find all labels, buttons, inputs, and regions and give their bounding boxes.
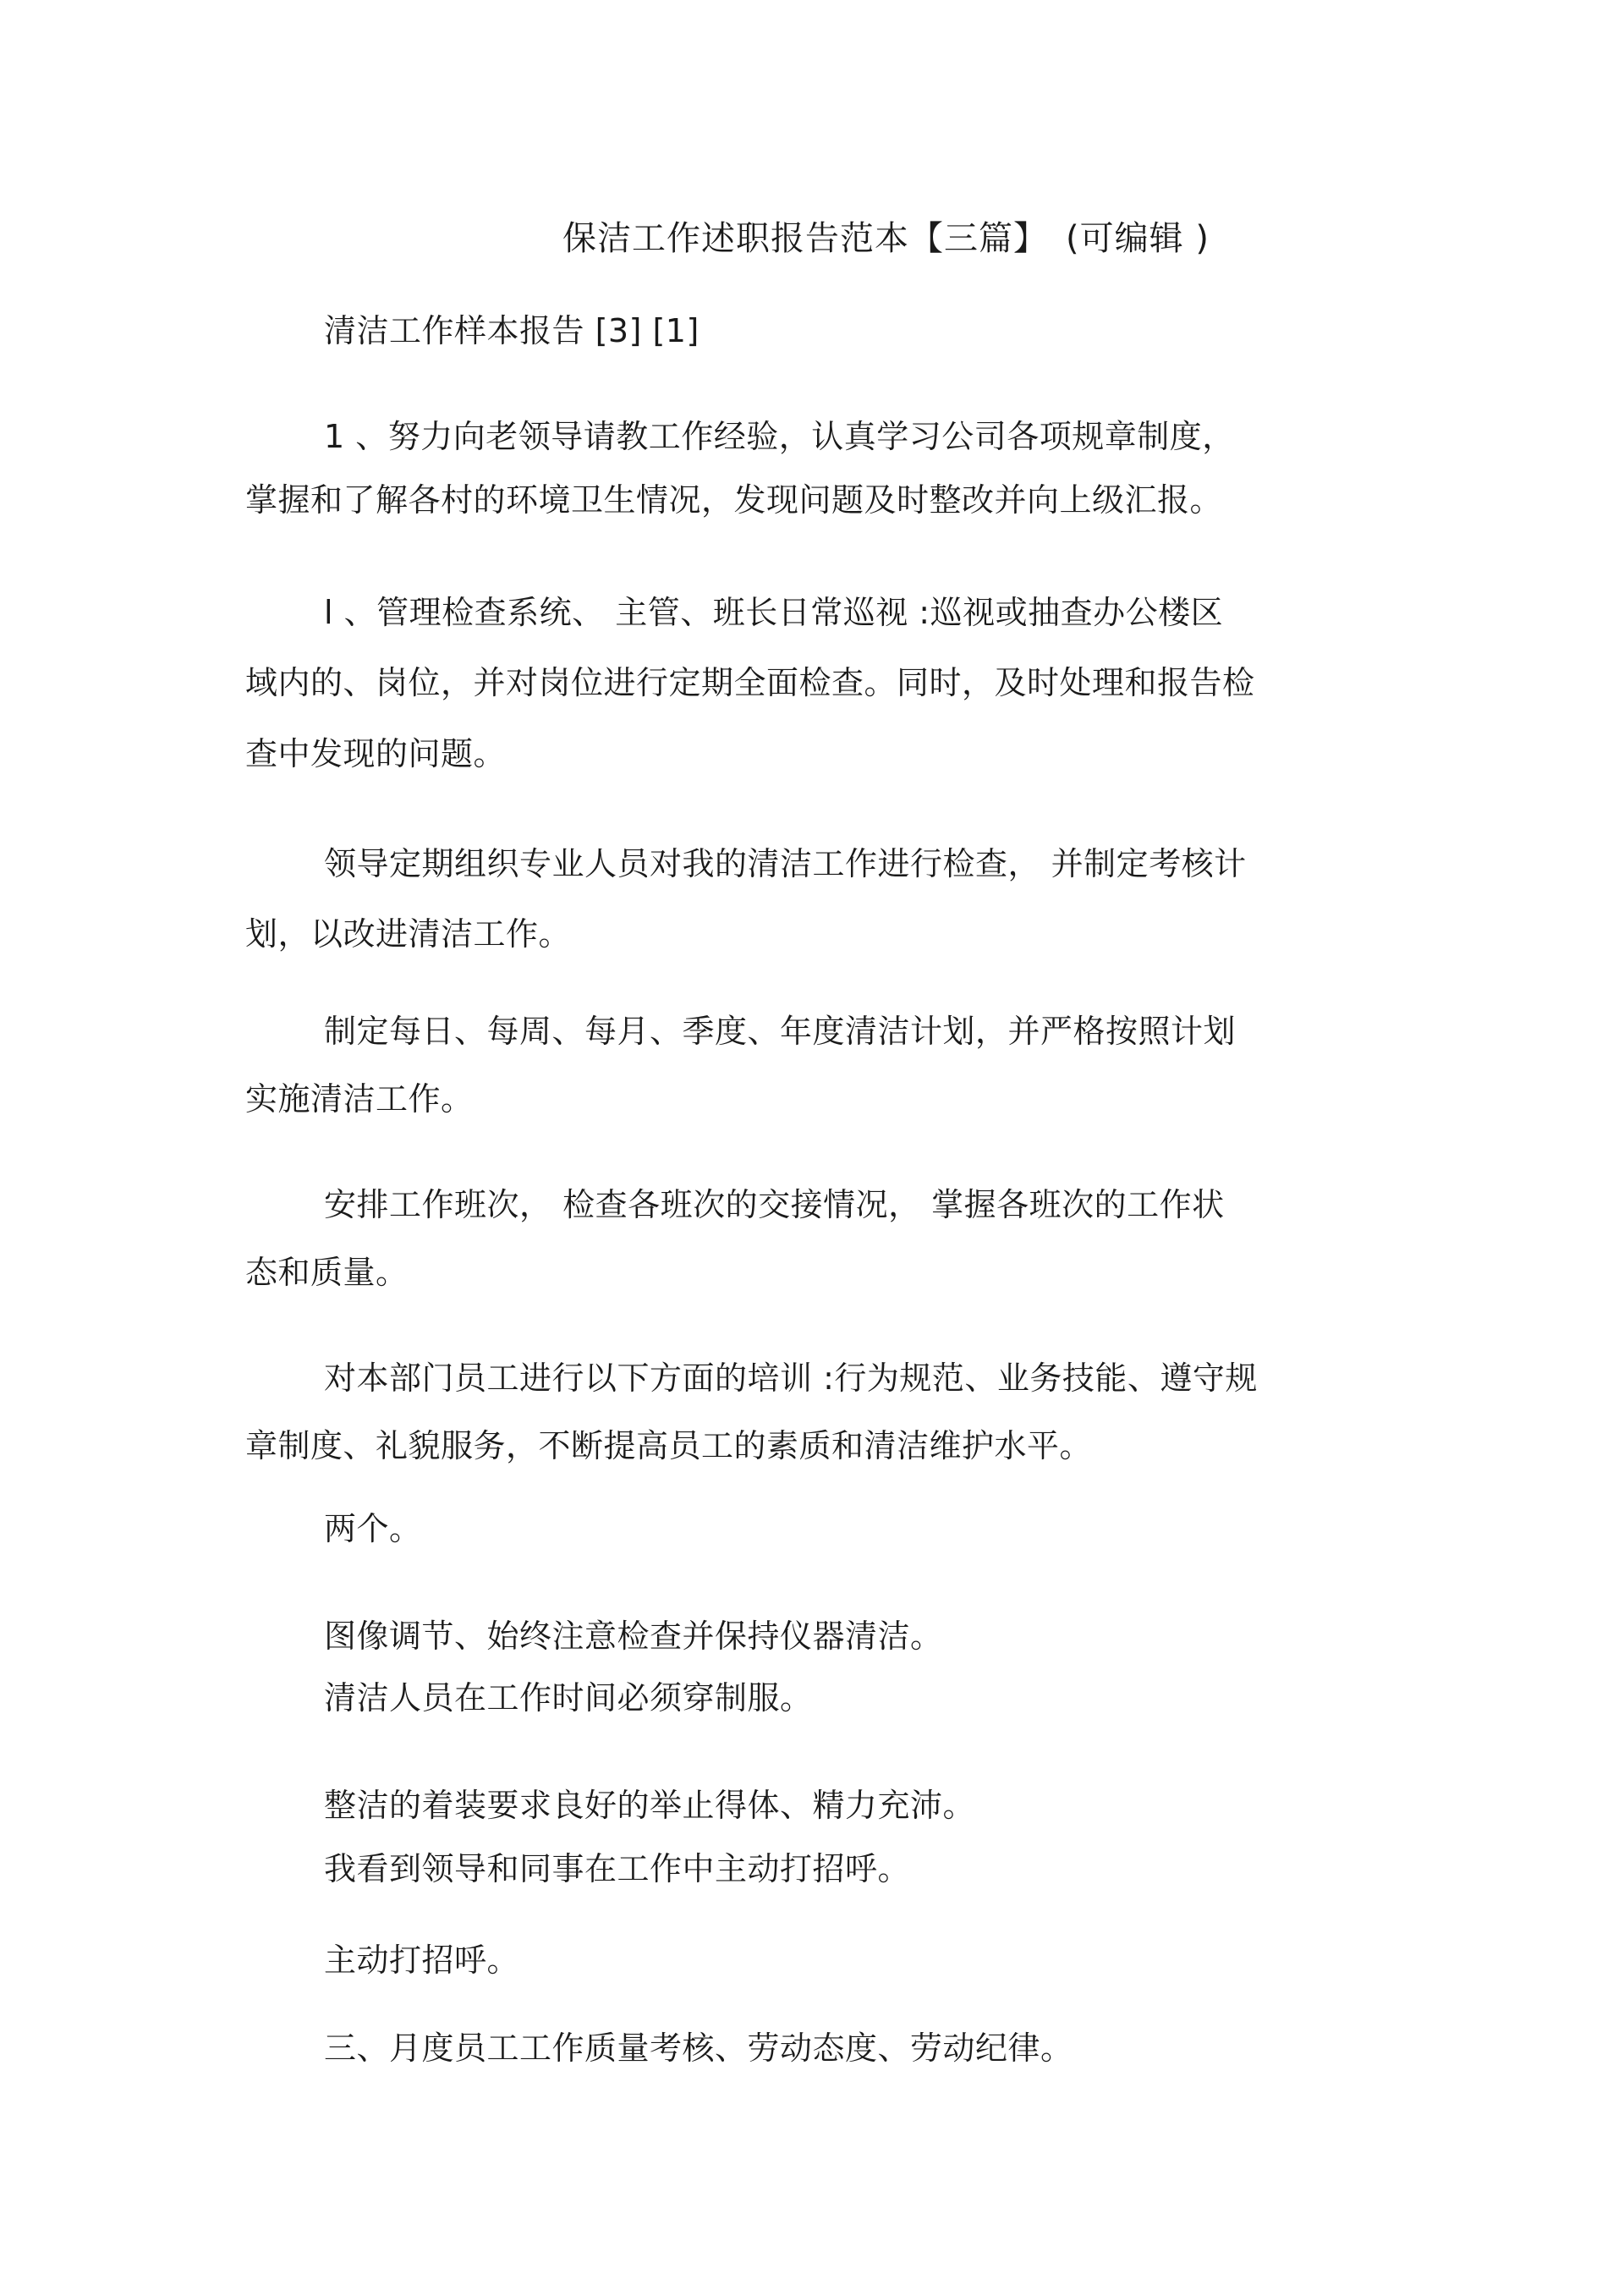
paragraph-line: 实施清洁工作。 <box>245 1080 474 1118</box>
paragraph-line: 领导定期组织专业人员对我的清洁工作进行检查， 并制定考核计 <box>324 845 1247 882</box>
document-title: 保洁工作述职报告范本【三篇】 (可编辑 ) <box>562 219 1210 258</box>
paragraph-line: 划，以改进清洁工作。 <box>245 915 572 953</box>
paragraph-line: 查中发现的问题。 <box>245 735 507 772</box>
paragraph-line: 我看到领导和同事在工作中主动打招呼。 <box>324 1850 911 1887</box>
paragraph-line: 域内的、岗位，并对岗位进行定期全面检查。同时，及时处理和报告检 <box>245 664 1255 701</box>
section-heading: 清洁工作样本报告 [3] [1] <box>324 312 700 349</box>
paragraph-line: 1 、努力向老领导请教工作经验，认真学习公司各项规章制度， <box>324 418 1235 455</box>
paragraph-line: 三、月度员工工作质量考核、劳动态度、劳动纪律。 <box>324 2030 1073 2067</box>
paragraph-line: 两个。 <box>324 1510 422 1547</box>
paragraph-line: 图像调节、始终注意检查并保持仪器清洁。 <box>324 1618 943 1655</box>
paragraph-line: 主动打招呼。 <box>324 1942 520 1979</box>
paragraph-line: 安排工作班次， 检查各班次的交接情况， 掌握各班次的工作状 <box>324 1186 1225 1223</box>
paragraph-line: 掌握和了解各村的环境卫生情况，发现问题及时整改并向上级汇报。 <box>245 481 1223 519</box>
paragraph-line: 态和质量。 <box>245 1254 409 1291</box>
paragraph-line: 对本部门员工进行以下方面的培训 :行为规范、业务技能、遵守规 <box>324 1359 1258 1397</box>
paragraph-line: l 、管理检查系统、 主管、班长日常巡视 :巡视或抽查办公楼区 <box>324 594 1224 631</box>
paragraph-line: 整洁的着装要求良好的举止得体、精力充沛。 <box>324 1787 976 1824</box>
paragraph-line: 制定每日、每周、每月、季度、年度清洁计划，并严格按照计划 <box>324 1013 1237 1050</box>
paragraph-line: 清洁人员在工作时间必须穿制服。 <box>324 1679 813 1717</box>
paragraph-line: 章制度、礼貌服务，不断提高员工的素质和清洁维护水平。 <box>245 1427 1093 1464</box>
